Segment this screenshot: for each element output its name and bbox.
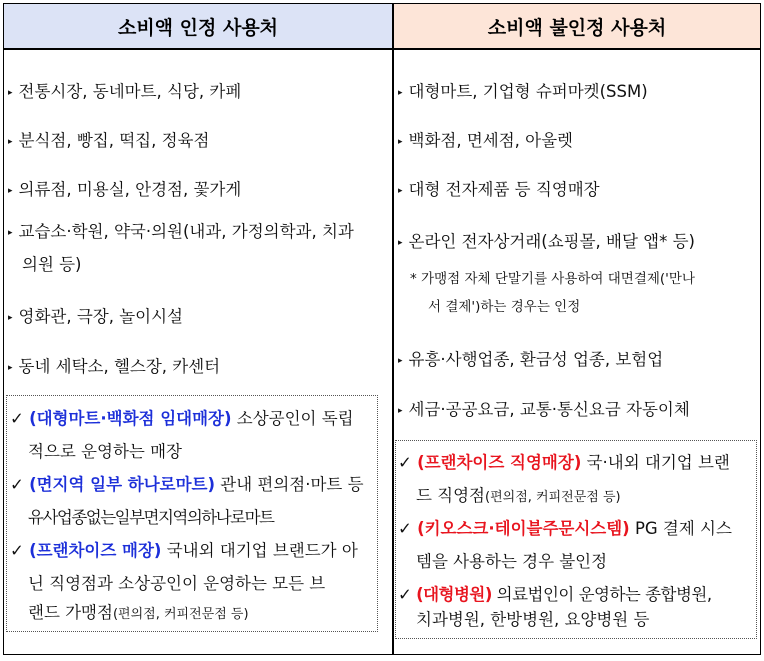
- highlight: (면지역 일부 하나로마트): [29, 475, 216, 494]
- list-item: [8, 75, 241, 110]
- item-text: 세금·공공요금, 교통·통신요금 자동이체: [408, 400, 690, 419]
- header-accepted: 소비액 인정 사용처: [4, 4, 392, 48]
- check-icon: ✓: [398, 519, 412, 538]
- bullet-icon: ▸: [8, 186, 13, 196]
- bullet-icon: ▸: [8, 88, 13, 98]
- bullet-icon: ▸: [398, 88, 403, 98]
- check-item: [10, 534, 358, 567]
- list-item-continued: 의원 등): [22, 255, 82, 274]
- check-text: 관내 편의점·마트 등: [215, 475, 364, 494]
- list-item: [398, 343, 663, 378]
- item-text: 동네 세탁소, 헬스장, 카센터: [18, 357, 221, 376]
- check-text: PG 결제 시스: [629, 519, 732, 538]
- check-item: [398, 512, 732, 545]
- item-text: 의류점, 미용실, 안경점, 꽃가게: [18, 180, 242, 199]
- highlight: (키오스크·테이블주문시스템): [417, 519, 630, 538]
- bullet-icon: ▸: [398, 356, 403, 366]
- check-item-continued: 치과병원, 한방병원, 요양병원 등: [416, 610, 650, 629]
- check-icon: ✓: [398, 453, 412, 472]
- highlight: (프랜차이즈 매장): [29, 541, 162, 560]
- check-text: 의료법인이 운영하는 종합병원,: [491, 585, 712, 604]
- check-item-continued: 템을 사용하는 경우 불인정: [416, 552, 608, 571]
- check-small-text: (편의점, 커피전문점 등): [485, 490, 621, 505]
- check-icon: ✓: [10, 541, 24, 560]
- check-item: [398, 446, 730, 479]
- highlight: (프랜차이즈 직영매장): [417, 453, 582, 472]
- list-item: [8, 350, 220, 385]
- list-item: [8, 300, 183, 335]
- item-text: 유흥·사행업종, 환금성 업종, 보험업: [408, 350, 664, 369]
- header-divider: [3, 48, 761, 50]
- check-item-continued: [28, 596, 249, 631]
- header-not-accepted: 소비액 불인정 사용처: [394, 4, 760, 48]
- item-text: 영화관, 극장, 놀이시설: [18, 307, 183, 326]
- item-text: 분식점, 빵집, 떡집, 정육점: [18, 131, 210, 150]
- item-text: 대형 전자제품 등 직영매장: [408, 180, 600, 199]
- check-item: [10, 468, 364, 501]
- check-icon: ✓: [398, 585, 412, 604]
- check-item-continued: 적으로 운영하는 매장: [28, 442, 182, 461]
- list-item: [398, 75, 648, 110]
- list-item: [398, 124, 573, 159]
- footnote-continued: 서 결제')하는 경우는 인정: [428, 299, 581, 315]
- list-item: [398, 173, 600, 208]
- bullet-icon: ▸: [398, 137, 403, 147]
- highlight: (대형병원): [416, 585, 492, 604]
- item-text: 전통시장, 동네마트, 식당, 카페: [18, 82, 242, 101]
- item-text: 교습소·학원, 약국·의원(내과, 가정의학과, 치과: [18, 222, 354, 241]
- column-divider: [392, 3, 394, 655]
- check-item-continued: 유사업종없는일부면지역의하나로마트: [28, 508, 274, 527]
- bullet-icon: ▸: [8, 363, 13, 373]
- check-text: 국내외 대기업 브랜드가 아: [161, 541, 358, 560]
- bullet-icon: ▸: [398, 238, 403, 248]
- check-icon: ✓: [10, 475, 24, 494]
- item-text: 대형마트, 기업형 슈퍼마켓(SSM): [408, 82, 648, 101]
- bullet-icon: ▸: [398, 186, 403, 196]
- check-text: 국·내외 대기업 브랜: [581, 453, 730, 472]
- bullet-icon: ▸: [8, 313, 13, 323]
- check-item-continued: 닌 직영점과 소상공인이 운영하는 모든 브: [28, 574, 326, 593]
- check-item: [10, 402, 354, 435]
- list-item: [8, 173, 241, 208]
- list-item: [398, 225, 695, 260]
- footnote: * 가맹점 자체 단말기를 사용하여 대면결제('만나: [410, 271, 695, 287]
- list-item: [8, 215, 354, 250]
- check-text: 소상공인이 독립: [231, 409, 354, 428]
- check-text: 랜드 가맹점: [28, 603, 113, 622]
- check-text: 드 직영점: [416, 486, 486, 505]
- bullet-icon: ▸: [398, 406, 403, 416]
- bullet-icon: ▸: [8, 228, 13, 238]
- bullet-icon: ▸: [8, 137, 13, 147]
- check-icon: ✓: [10, 409, 24, 428]
- list-item: [8, 124, 209, 159]
- check-item-continued: [416, 479, 621, 514]
- check-small-text: (편의점, 커피전문점 등): [112, 607, 249, 622]
- item-text: 백화점, 면세점, 아울렛: [408, 131, 573, 150]
- list-item: [398, 393, 690, 428]
- highlight: (대형마트·백화점 임대매장): [29, 409, 232, 428]
- item-text: 온라인 전자상거래(쇼핑몰, 배달 앱* 등): [408, 232, 695, 251]
